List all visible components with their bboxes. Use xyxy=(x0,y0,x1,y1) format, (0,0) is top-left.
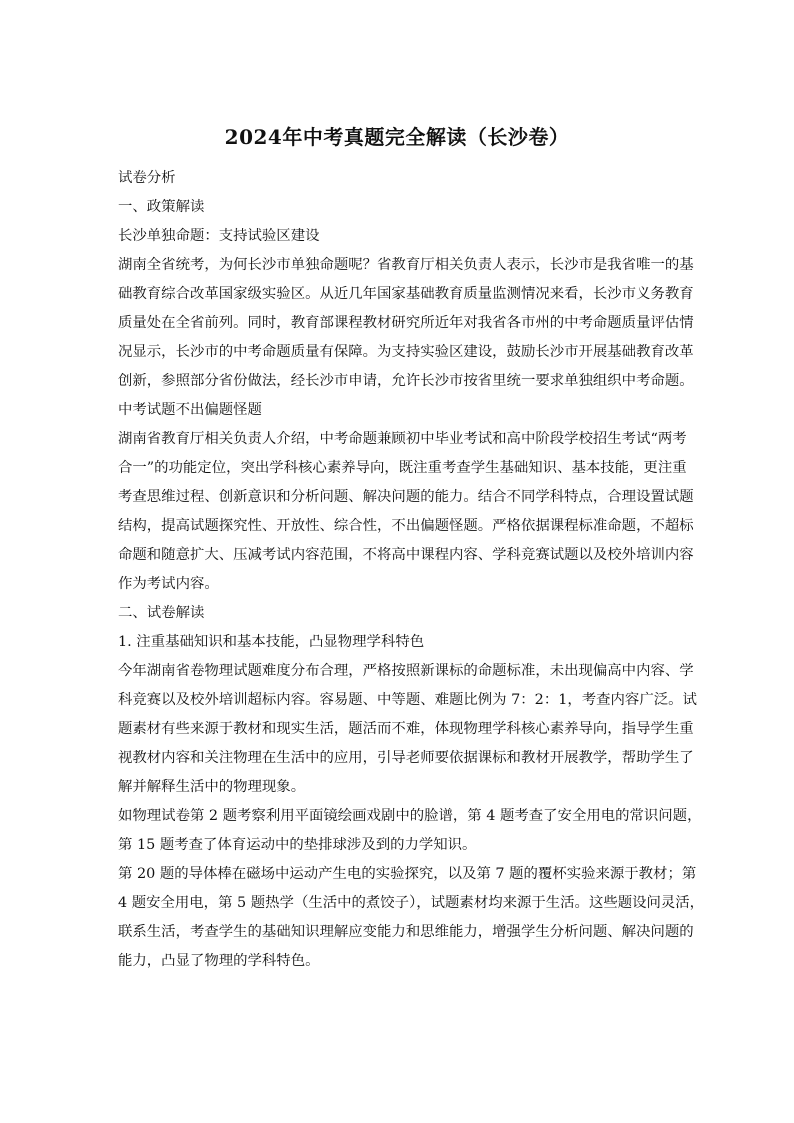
section-policy-heading: 一、政策解读 xyxy=(118,199,205,215)
paragraph-line: 4 题安全用电，第 5 题热学（生活中的煮饺子），试题素材均来源于生活。这些题设问灵活， xyxy=(118,895,705,911)
subheading-changsha-independent: 长沙单独命题：支持试验区建设 xyxy=(118,228,320,244)
paragraph-line: 考查思维过程、创新意识和分析问题、解决问题的能力。结合不同学科特点，合理设置试题 xyxy=(118,489,694,505)
paragraph-line: 如物理试卷第 2 题考察利用平面镜绘画戏剧中的脸谱，第 4 题考查了安全用电的常识问题， xyxy=(118,808,702,824)
paragraph-line: 联系生活，考查学生的基础知识理解应变能力和思维能力，增强学生分析问题、解决问题的 xyxy=(118,924,694,940)
paragraph-line: 础教育综合改革国家级实验区。从近几年国家基础教育质量监测情况来看，长沙市义务教育 xyxy=(118,286,694,302)
paragraph-policy-1 xyxy=(118,251,694,396)
paragraph-line: 解并解释生活中的物理现象。 xyxy=(118,779,306,795)
paragraph-line: 题素材有些来源于教材和现实生活，题活而不难，体现物理学科核心素养导向，指导学生重 xyxy=(118,721,694,737)
subheading-no-odd-questions: 中考试题不出偏题怪题 xyxy=(118,402,262,418)
section-paper-heading: 二、试卷解读 xyxy=(118,605,205,621)
paragraph-line: 质量处在全省前列。同时，教育部课程教材研究所近年对我省各市州的中考命题质量评估情 xyxy=(118,315,694,331)
paragraph-line: 合一”的功能定位，突出学科核心素养导向，既注重考查学生基础知识、基本技能，更注重 xyxy=(118,460,687,476)
paragraph-line: 能力，凸显了物理的学科特色。 xyxy=(118,953,320,969)
paragraph-line: 湖南全省统考，为何长沙市单独命题呢？省教育厅相关负责人表示，长沙市是我省唯一的基 xyxy=(118,257,694,273)
subheading-basic-knowledge: 1. 注重基础知识和基本技能，凸显物理学科特色 xyxy=(118,634,425,650)
paragraph-paper-1 xyxy=(118,657,697,802)
paragraph-line: 第 15 题考查了体育运动中的垫排球涉及到的力学知识。 xyxy=(118,837,477,853)
paragraph-line: 科竞赛以及校外培训超标内容。容易题、中等题、难题比例为 7：2：1，考查内容广泛。试 xyxy=(118,692,697,708)
paragraph-line: 结构，提高试题探究性、开放性、综合性，不出偏题怪题。严格依据课程标准命题，不超标 xyxy=(118,518,694,534)
paragraph-line: 湖南省教育厅相关负责人介绍，中考命题兼顾初中毕业考试和高中阶段学校招生考试“两考 xyxy=(118,431,687,447)
paragraph-paper-2 xyxy=(118,802,702,860)
paragraph-policy-2 xyxy=(118,425,694,599)
paragraph-line: 况显示，长沙市的中考命题质量有保障。为支持实验区建设，鼓励长沙市开展基础教育改革 xyxy=(118,344,694,360)
document-body xyxy=(118,164,705,976)
paragraph-line: 今年湖南省卷物理试题难度分布合理，严格按照新课标的命题标准，未出现偏高中内容、学 xyxy=(118,663,694,679)
paragraph-line: 第 20 题的导体棒在磁场中运动产生电的实验探究，以及第 7 题的覆杯实验来源于教材；第 xyxy=(118,866,697,882)
paragraph-line: 创新，参照部分省份做法，经长沙市申请，允许长沙市按省里统一要求单独组织中考命题。 xyxy=(118,373,694,389)
paragraph-paper-3 xyxy=(118,860,705,976)
document-title: 2024年中考真题完全解读（长沙卷） xyxy=(224,125,570,149)
analysis-heading: 试卷分析 xyxy=(118,170,176,186)
paragraph-line: 命题和随意扩大、压减考试内容范围，不将高中课程内容、学科竞赛试题以及校外培训内容 xyxy=(118,547,694,563)
paragraph-line: 作为考试内容。 xyxy=(118,576,219,592)
paragraph-line: 视教材内容和关注物理在生活中的应用，引导老师要依据课标和教材开展教学，帮助学生了 xyxy=(118,750,694,766)
